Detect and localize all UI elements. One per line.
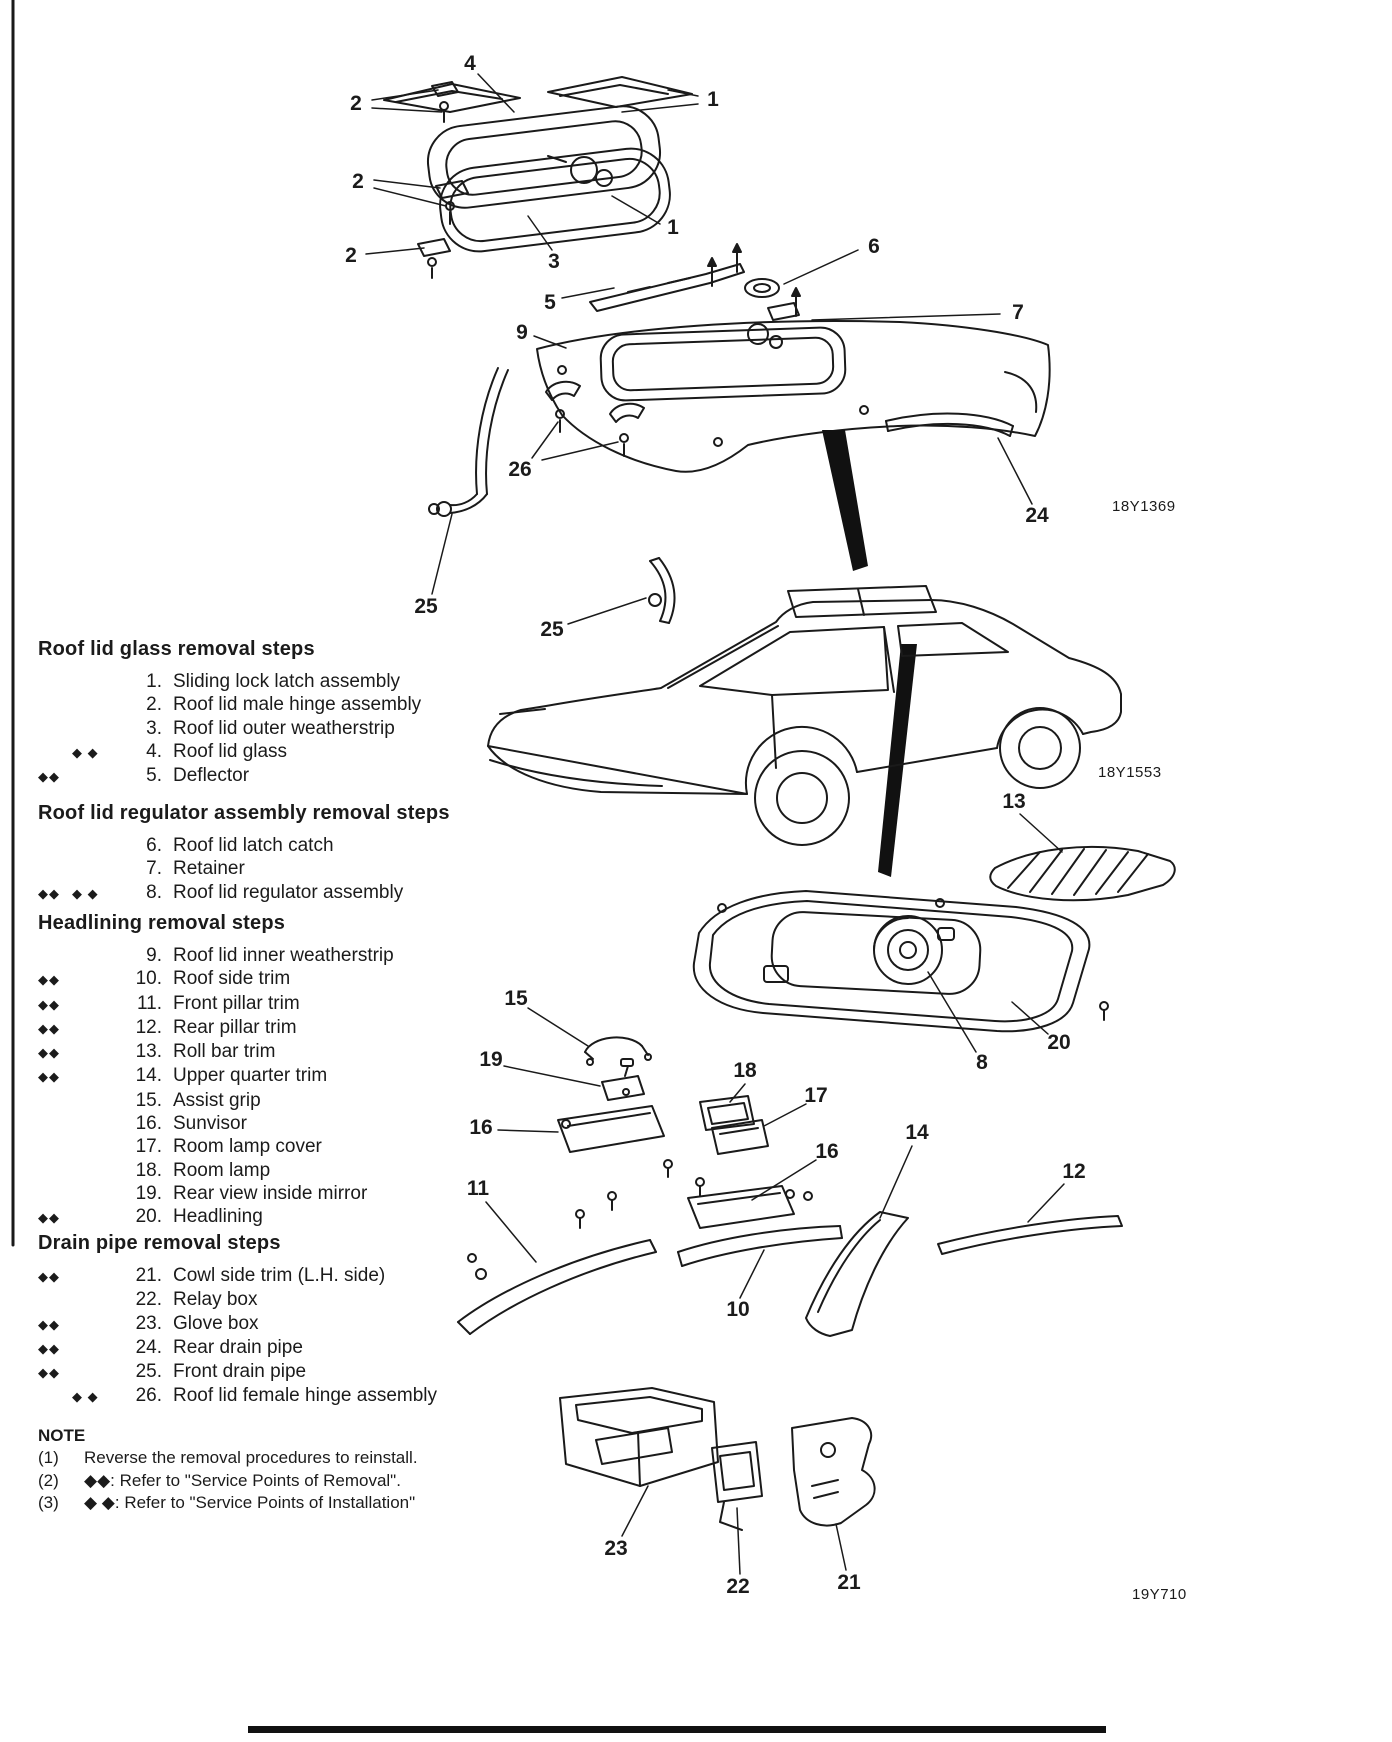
parts-list-item <box>38 834 698 857</box>
parts-list-item <box>38 1288 698 1311</box>
service-mark-inner: ◆ ◆ <box>72 744 99 760</box>
roof-lid-outer-weatherstrip-part <box>436 144 675 255</box>
note-line <box>38 1470 598 1493</box>
part-callout-10: 10 <box>726 1298 750 1321</box>
service-mark-outer: ◆◆ <box>38 1045 60 1061</box>
part-label: Roof lid latch catch <box>173 835 334 856</box>
section-heading: Headlining removal steps <box>38 912 286 934</box>
part-label: Roll bar trim <box>173 1041 276 1063</box>
note-line <box>38 1492 598 1515</box>
part-callout-20: 20 <box>1047 1031 1071 1054</box>
part-label: Roof lid outer weatherstrip <box>173 717 395 739</box>
parts-list-item <box>38 1205 698 1229</box>
part-callout-18: 18 <box>733 1059 757 1082</box>
part-number: 18. <box>135 1159 162 1181</box>
service-mark-outer: ◆◆ <box>38 1340 60 1356</box>
part-number: 13. <box>135 1041 162 1063</box>
roof-side-trim-part <box>678 1226 842 1266</box>
roof-panel-part <box>537 321 1050 472</box>
part-label: Upper quarter trim <box>173 1065 328 1087</box>
part-label: Roof lid male hinge assembly <box>173 694 422 716</box>
part-number: 16. <box>135 1113 162 1135</box>
section-roof-lid-glass-removal <box>38 636 698 788</box>
note-line-number: (2) <box>38 1470 59 1490</box>
part-callout-25: 25 <box>414 595 438 618</box>
part-callout-17: 17 <box>804 1084 828 1107</box>
part-number: 25. <box>135 1361 162 1383</box>
parts-list-item <box>38 1182 698 1205</box>
part-number: 23. <box>135 1312 162 1334</box>
part-label: Glove box <box>173 1312 259 1334</box>
parts-list-item <box>38 764 698 788</box>
parts-list-item <box>38 1312 698 1336</box>
parts-list-item <box>38 1064 698 1088</box>
part-label: Rear drain pipe <box>173 1336 303 1358</box>
part-label: Room lamp cover <box>173 1136 322 1158</box>
part-callout-1: 1 <box>707 88 719 111</box>
parts-list-item <box>38 944 698 967</box>
part-number: 8. <box>146 881 162 903</box>
note-line-text: ◆◆: Refer to "Service Points of Removal". <box>84 1470 401 1490</box>
service-mark-outer: ◆◆ <box>38 1210 60 1226</box>
part-callout-3: 3 <box>548 250 560 273</box>
parts-list-item <box>38 1336 698 1360</box>
part-number: 15. <box>135 1089 162 1111</box>
part-label: Relay box <box>173 1289 258 1311</box>
service-mark-outer: ◆◆ <box>38 996 60 1012</box>
part-number: 3. <box>146 717 162 739</box>
part-number: 11. <box>136 992 162 1014</box>
part-number: 2. <box>146 694 162 716</box>
pointer-wedges <box>822 430 917 877</box>
service-mark-outer: ◆◆ <box>38 1316 60 1332</box>
section-heading: Roof lid glass removal steps <box>38 638 315 660</box>
parts-list-item <box>38 693 698 716</box>
service-mark-outer: ◆◆ <box>38 1365 60 1381</box>
part-label: Roof lid regulator assembly <box>173 881 404 903</box>
part-number: 21. <box>135 1265 162 1286</box>
parts-list-item <box>38 1016 698 1040</box>
service-mark-inner: ◆ ◆ <box>72 1389 99 1405</box>
figure-code: 19Y710 <box>1132 1586 1187 1603</box>
roof-lid-regulator-part <box>874 916 954 984</box>
part-label: Roof lid female hinge assembly <box>173 1385 438 1407</box>
parts-list-item <box>38 670 698 693</box>
part-number: 14. <box>135 1065 162 1087</box>
part-number: 26. <box>135 1385 162 1407</box>
note-line-text: Reverse the removal procedures to reinstall. <box>84 1448 418 1467</box>
part-callout-13: 13 <box>1002 790 1026 813</box>
service-mark-outer: ◆◆ <box>38 972 60 988</box>
part-label: Front drain pipe <box>173 1361 307 1383</box>
upper-quarter-trim-part <box>806 1212 908 1336</box>
section-heading: Drain pipe removal steps <box>38 1232 281 1254</box>
service-mark-outer: ◆◆ <box>38 1269 60 1284</box>
part-callout-9: 9 <box>516 321 528 344</box>
note-heading: NOTE <box>38 1426 86 1445</box>
part-number: 17. <box>135 1136 162 1158</box>
part-label: Deflector <box>173 765 250 787</box>
rear-pillar-trim-part <box>938 1216 1122 1254</box>
part-callout-26: 26 <box>508 458 532 481</box>
parts-list-item <box>38 881 698 905</box>
part-number: 7. <box>146 858 162 880</box>
section-heading: Roof lid regulator assembly removal steps <box>38 802 450 824</box>
part-callout-12: 12 <box>1062 1160 1086 1183</box>
section-headlining-removal <box>38 910 698 1230</box>
part-callout-16: 16 <box>815 1140 839 1163</box>
part-callout-15: 15 <box>504 987 528 1010</box>
note-line <box>38 1447 598 1470</box>
parts-list-item <box>38 1264 698 1288</box>
part-label: Roof lid glass <box>173 740 288 762</box>
note-block <box>38 1424 598 1515</box>
part-callout-7: 7 <box>1012 301 1024 324</box>
part-callout-6: 6 <box>868 235 880 258</box>
service-mark-outer: ◆◆ <box>38 1069 60 1085</box>
roll-bar-trim-part <box>990 847 1174 900</box>
cowl-side-trim-part <box>792 1418 875 1525</box>
part-label: Sunvisor <box>173 1113 247 1135</box>
part-label: Headlining <box>173 1206 263 1228</box>
part-label: Rear view inside mirror <box>173 1182 368 1204</box>
part-number: 5. <box>146 765 162 787</box>
part-callout-11: 11 <box>466 1177 490 1200</box>
part-callout-1: 1 <box>667 216 679 239</box>
section-drain-pipe-removal <box>38 1230 698 1409</box>
part-label: Front pillar trim <box>173 992 300 1014</box>
part-callout-19: 19 <box>479 1048 503 1071</box>
part-number: 22. <box>135 1289 162 1311</box>
section-regulator-removal <box>38 800 698 905</box>
service-mark-inner: ◆ ◆ <box>72 885 99 901</box>
part-label: Sliding lock latch assembly <box>173 671 401 692</box>
part-label: Retainer <box>173 858 245 880</box>
part-label: Cowl side trim (L.H. side) <box>173 1265 386 1286</box>
part-callout-23: 23 <box>604 1537 628 1560</box>
figure-code: 18Y1553 <box>1098 764 1162 781</box>
part-callout-16: 16 <box>469 1116 493 1139</box>
service-mark-outer: ◆◆ <box>38 885 60 901</box>
part-label: Assist grip <box>173 1089 261 1111</box>
part-callout-2: 2 <box>352 170 364 193</box>
parts-list-item <box>38 1135 698 1158</box>
part-label: Roof lid inner weatherstrip <box>173 945 394 966</box>
part-number: 20. <box>135 1206 162 1228</box>
headlining-part <box>694 891 1108 1031</box>
parts-list-item <box>38 1360 698 1384</box>
part-label: Room lamp <box>173 1159 271 1181</box>
parts-list-item <box>38 967 698 991</box>
note-line-number: (3) <box>38 1493 59 1513</box>
roof-lid-latch-catch-part <box>733 244 779 297</box>
parts-list-item <box>38 857 698 880</box>
figure-code: 18Y1369 <box>1112 498 1176 515</box>
parts-list-item <box>38 740 698 764</box>
part-number: 19. <box>135 1182 162 1204</box>
parts-list-item <box>38 1384 698 1408</box>
parts-list-item <box>38 1159 698 1182</box>
part-number: 1. <box>146 671 162 692</box>
part-callout-8: 8 <box>976 1051 988 1074</box>
part-callout-14: 14 <box>905 1121 929 1144</box>
note-line-text: ◆ ◆: Refer to "Service Points of Installation" <box>84 1493 416 1513</box>
part-callout-25: 25 <box>540 618 564 641</box>
part-number: 9. <box>146 945 162 966</box>
part-number: 24. <box>135 1336 162 1358</box>
part-number: 10. <box>135 968 162 990</box>
roof-lid-female-hinge-part <box>546 382 644 456</box>
part-callout-2: 2 <box>345 244 357 267</box>
part-number: 6. <box>146 835 162 856</box>
parts-list-item <box>38 1040 698 1064</box>
service-mark-outer: ◆◆ <box>38 1020 60 1036</box>
front-drain-pipe-part <box>429 368 674 623</box>
part-callout-5: 5 <box>544 291 556 314</box>
parts-list-item <box>38 992 698 1016</box>
note-line-number: (1) <box>38 1448 59 1467</box>
parts-list-item <box>38 717 698 740</box>
part-callout-4: 4 <box>464 52 476 75</box>
service-mark-outer: ◆◆ <box>38 769 60 785</box>
part-callout-24: 24 <box>1025 504 1049 527</box>
parts-list-item <box>38 1089 698 1112</box>
sliding-lock-latch-part <box>384 77 692 112</box>
part-label: Roof side trim <box>173 968 291 990</box>
part-callout-22: 22 <box>726 1575 750 1598</box>
part-label: Rear pillar trim <box>173 1016 297 1038</box>
part-number: 4. <box>146 740 162 762</box>
part-callout-21: 21 <box>837 1571 861 1594</box>
part-callout-2: 2 <box>350 92 362 115</box>
part-number: 12. <box>135 1016 162 1038</box>
parts-list-item <box>38 1112 698 1135</box>
